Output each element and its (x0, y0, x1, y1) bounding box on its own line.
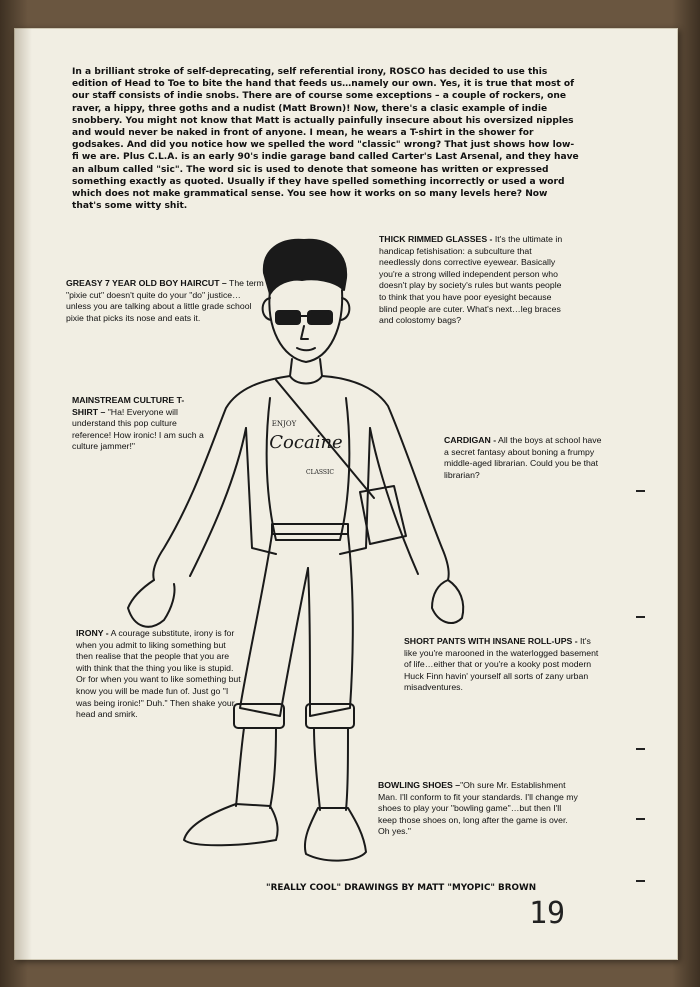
glasses-right-lens (308, 311, 332, 324)
caption-short-pants-heading: SHORT PANTS WITH INSANE ROLL-UPS - (404, 636, 578, 646)
caption-bowling-shoes-heading: BOWLING SHOES – (378, 780, 461, 790)
caption-cardigan-body: All the boys at school have a secret fantasy about boning a frumpy middle-aged librarian. Could you be that librarian? (444, 435, 602, 480)
margin-tick (636, 490, 645, 492)
caption-tshirt-body: "Ha! Everyone will understand this pop culture reference! How ironic! I am such a culture jammer!" (72, 406, 204, 452)
tshirt-collar (290, 376, 322, 384)
shorts-left-leg (240, 534, 308, 716)
mouth (297, 348, 315, 350)
magazine-page (14, 28, 678, 960)
caption-cardigan-heading: CARDIGAN - (444, 435, 497, 445)
cardigan-right-sleeve-inner (370, 428, 418, 574)
drawing-credit: "REALLY COOL" DRAWINGS BY MATT "MYOPIC" BROWN (266, 883, 537, 893)
caption-irony-heading: IRONY - (76, 628, 109, 638)
belt (272, 524, 348, 534)
intro-paragraph: In a brilliant stroke of self-deprecating, self referential irony, ROSCO has decided to use this edition of Head to Toe to bite the hand that feeds us…namely our own. Yes, it is true that most of our staff consists of indie snobs. There are of course some exceptions – a couple of rockers, one raver, a hippy, three goths and a nudist (Matt Brown)! Now, there's a clasic example of indie snobbery. You might not know that Matt is actually painfully insecure about his oversized nipples and would never be naked in front of anyone. I mean, he wears a T-shirt in the shower for godsakes. And did you notice how we spelled the word "classic" wrong? That just shows how low-fi we are. Plus C.L.A. is an early 90's indie garage band called Carter's Last Arsenal, and they have an album called "sic". The word sic is used to denote that someone has written or expressed something exactly as quoted. Usually if they have spelled something incorrectly or used a word which does not make grammatical sense. You see how it works on so many levels here? Now that's some witty shit. (72, 67, 579, 212)
caption-tshirt-heading: MAINSTREAM CULTURE T-SHIRT – (72, 395, 185, 417)
shirt-logo: Cocaine (269, 432, 343, 453)
glasses-left-lens (276, 311, 300, 324)
left-shoe (184, 804, 278, 845)
shorts-right-leg (308, 534, 353, 716)
figure-drawing (14, 28, 678, 960)
cardigan-left-sleeve-inner (190, 428, 246, 576)
caption-glasses-body: It's the ultimate in handicap fetishisation: a subculture that needlessly dons corrective eyewear. Basically you're a strong willed independent person who doesn't play by society's rules but wants people to think that you have poor eyesight because blind people are cuter. What's next…leg braces and colostomy bags? (379, 234, 563, 326)
left-lower-leg (236, 728, 276, 808)
margin-tick (636, 818, 645, 820)
left-hand (128, 580, 175, 627)
caption-irony-body: A courage substitute, irony is for when you admit to liking something but then realise that the people that you are with think that the thing you like is stupid. Or for when you want to like something but know you will be made fun of. Just go "I was being ironic!" Duh." Then shake your head and smirk. (76, 628, 241, 720)
caption-haircut-body: The term "pixie cut" doesn't quite do your "do" justice…unless you are talking about a little grade school pixie that picks its nose and eats it. (66, 278, 264, 323)
caption-short-pants-body: It's like you're marooned in the waterlogged basement of life…either that or you're a kooky post modern Huck Finn havin' yourself all sorts of zany urban misadventures. (404, 636, 599, 693)
hair-shape (264, 240, 346, 294)
shirt-text-bottom: CLASSIC (306, 469, 334, 476)
caption-glasses-heading: THICK RIMMED GLASSES - (379, 234, 493, 244)
caption-bowling-shoes-body: "Oh sure Mr. Establishment Man. I'll conform to fit your standards. I'll change my shoes to play your "bowling game"…but then I'll keep those shoes on, long after the game is over. Oh yes." (378, 780, 578, 837)
margin-tick (636, 616, 645, 618)
nose (301, 326, 308, 339)
margin-tick (636, 880, 645, 882)
shirt-text-top: ENJOY (271, 420, 297, 428)
right-shoe (305, 808, 366, 861)
right-lower-leg (314, 728, 348, 810)
page-number: 19 (529, 896, 566, 931)
margin-tick (636, 748, 645, 750)
cardigan-right-side (322, 376, 449, 580)
right-hand (432, 580, 463, 623)
caption-haircut-heading: GREASY 7 YEAR OLD BOY HAIRCUT – (66, 278, 227, 288)
